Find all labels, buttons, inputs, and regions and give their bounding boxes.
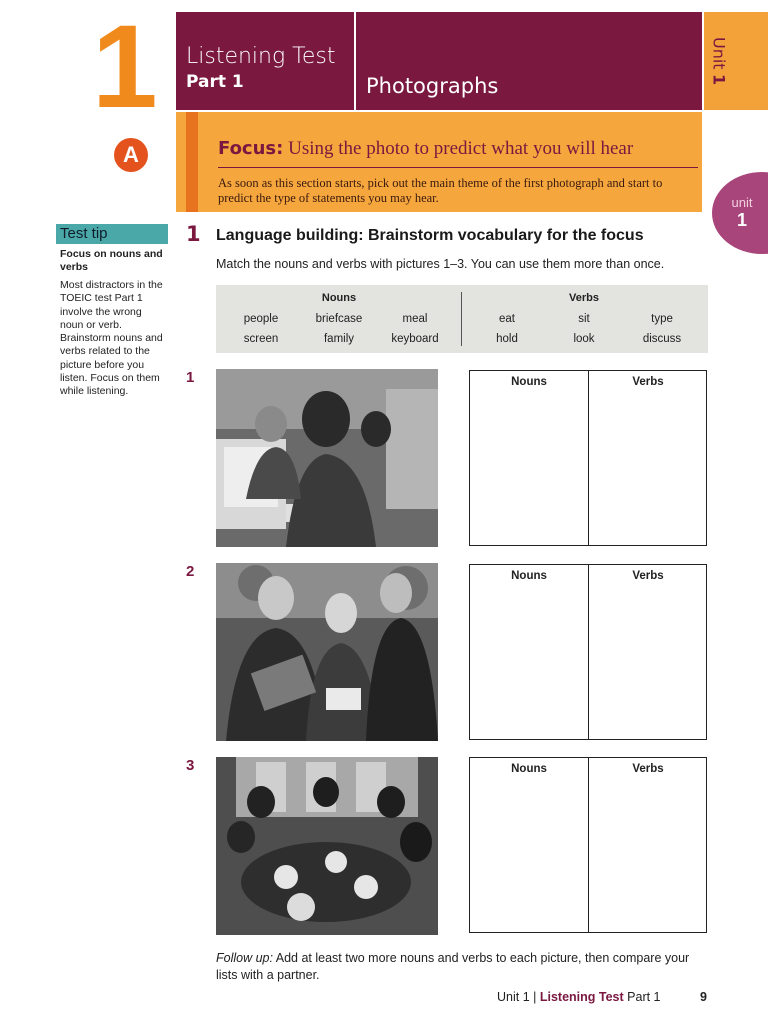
photo-family-meal — [216, 757, 438, 935]
item-number: 1 — [186, 369, 195, 386]
verb-word: sit — [578, 313, 590, 325]
answer-nouns-label: Nouns — [511, 570, 547, 582]
answer-verbs-label: Verbs — [632, 763, 664, 775]
verb-word: type — [651, 313, 673, 325]
focus-divider — [218, 167, 698, 168]
answer-nouns-label: Nouns — [511, 763, 547, 775]
follow-up-text — [216, 950, 710, 984]
focus-accent-bar — [186, 112, 198, 212]
focus-heading-text: Using the photo to predict what you will hear — [288, 138, 634, 159]
verb-word: hold — [496, 333, 518, 345]
focus-body: As soon as this section starts, pick out the main theme of the first photograph and start to predict the type of statements you may hear. — [218, 176, 663, 205]
verb-word: look — [573, 333, 595, 345]
header-title-block — [176, 12, 354, 110]
answer-box[interactable] — [469, 370, 707, 546]
answer-box[interactable] — [469, 757, 707, 933]
test-tip-title: Focus on nouns and verbs — [60, 248, 163, 273]
noun-word: screen — [243, 333, 279, 345]
answer-verbs-label: Verbs — [632, 570, 664, 582]
unit-tab-text: Unit — [709, 36, 729, 70]
exercise-title: Language building: Brainstorm vocabulary for the focus — [216, 227, 644, 244]
section-badge: A — [114, 138, 148, 172]
noun-word: people — [243, 313, 279, 325]
follow-up-lead: Follow up: — [216, 951, 273, 965]
answer-box[interactable] — [469, 564, 707, 740]
item-number: 2 — [186, 563, 195, 580]
noun-word: keyboard — [391, 333, 439, 345]
unit-number: 1 — [92, 1, 154, 133]
noun-word: meal — [402, 313, 428, 325]
unit-circle-label: unit — [731, 195, 753, 210]
answer-box-divider — [588, 565, 589, 739]
noun-word: briefcase — [315, 313, 363, 325]
answer-box-divider — [588, 371, 589, 545]
footer-part: Part 1 — [627, 990, 661, 1004]
exercise-instruction: Match the nouns and verbs with pictures 1–3. You can use them more than once. — [216, 257, 665, 271]
answer-nouns-label: Nouns — [511, 376, 547, 388]
follow-up-body: Add at least two more nouns and verbs to each picture, then compare your lists with a partner. — [216, 951, 690, 982]
header-section-title: Photographs — [366, 74, 499, 98]
header-section-block — [356, 12, 702, 110]
photo-computer-users — [216, 369, 438, 547]
answer-verbs-label: Verbs — [632, 376, 664, 388]
nouns-heading: Nouns — [321, 292, 357, 304]
unit-tab-number: 1 — [709, 74, 729, 86]
footer-unit: Unit 1 | — [497, 990, 537, 1004]
header-title: Listening Test — [186, 44, 336, 69]
header-part: Part 1 — [186, 72, 244, 92]
exercise-number: 1 — [186, 222, 201, 246]
focus-lead: Focus: — [218, 138, 284, 159]
noun-word: family — [323, 333, 355, 345]
test-tip-heading: Test tip — [56, 224, 168, 244]
page-footer — [497, 990, 661, 1004]
item-number: 3 — [186, 757, 195, 774]
test-tip-body: Most distractors in the TOEIC test Part 1 involve the wrong noun or verb. Brainstorm nouns and verbs related to the picture before you listen. Focus on them while listening. — [60, 279, 163, 398]
unit-circle-number: 1 — [736, 210, 747, 230]
page-number: 9 — [700, 990, 707, 1004]
verbs-heading: Verbs — [569, 292, 599, 304]
unit-tab-label — [704, 12, 734, 110]
photo-business-meeting — [216, 563, 438, 741]
answer-box-divider — [588, 758, 589, 932]
footer-test: Listening Test — [539, 990, 624, 1004]
verb-word: discuss — [642, 333, 682, 345]
focus-heading — [218, 138, 633, 160]
verb-word: eat — [499, 313, 515, 325]
